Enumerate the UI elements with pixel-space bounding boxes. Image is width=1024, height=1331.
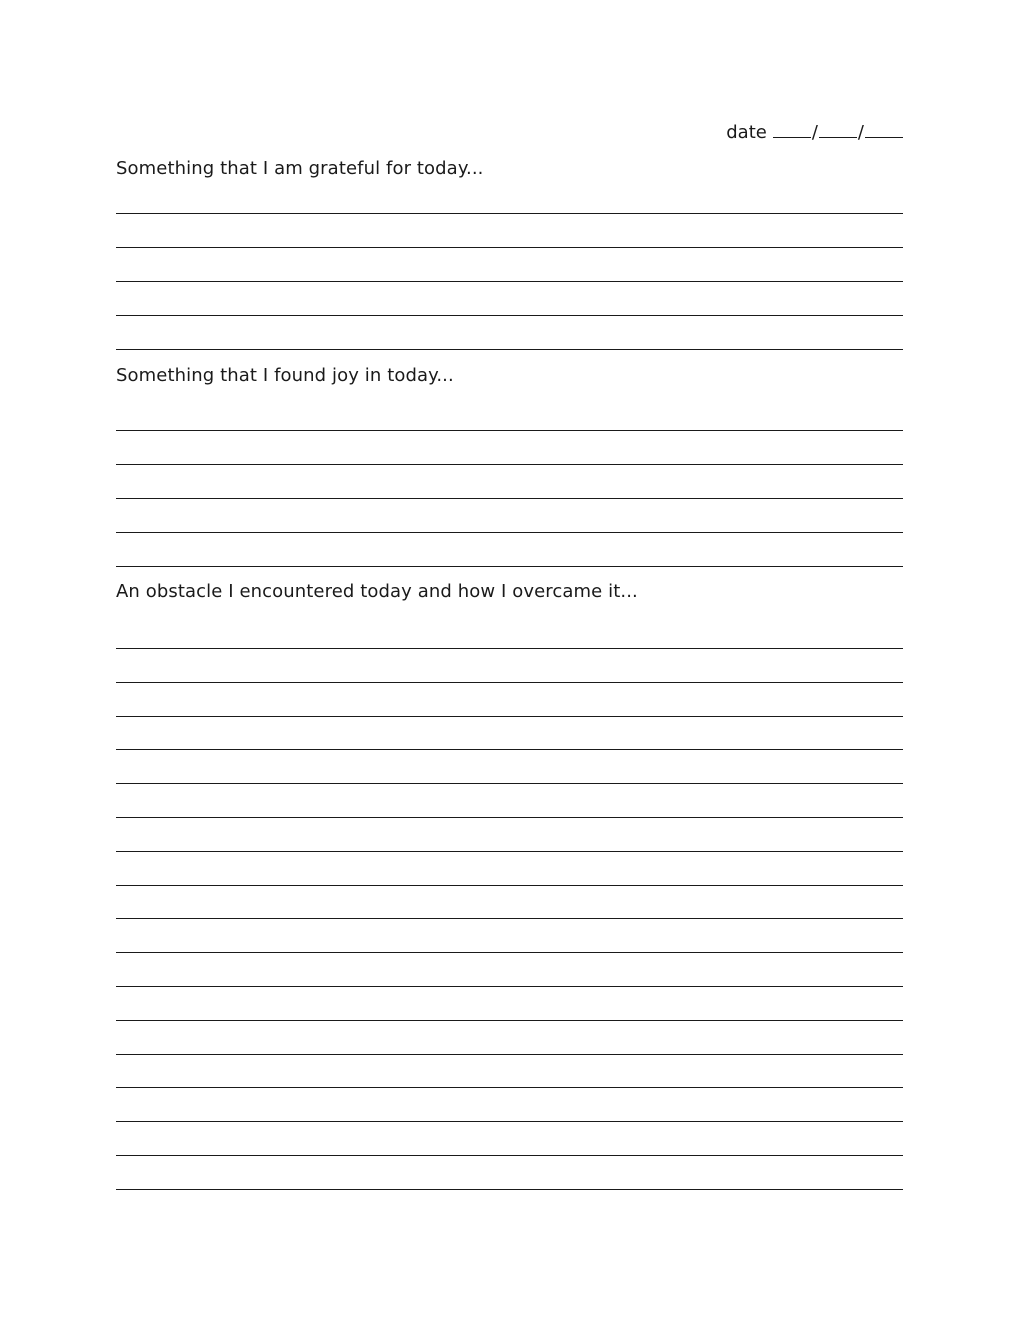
date-label: date <box>726 122 767 143</box>
date-day-blank[interactable] <box>819 119 857 138</box>
writing-line[interactable] <box>116 1020 903 1021</box>
writing-line[interactable] <box>116 532 903 533</box>
writing-line[interactable] <box>116 648 903 649</box>
writing-line[interactable] <box>116 315 903 316</box>
writing-line[interactable] <box>116 430 903 431</box>
date-separator: / <box>811 122 818 143</box>
writing-line[interactable] <box>116 1121 903 1122</box>
writing-line[interactable] <box>116 952 903 953</box>
writing-line[interactable] <box>116 1054 903 1055</box>
writing-line[interactable] <box>116 885 903 886</box>
writing-line[interactable] <box>116 783 903 784</box>
date-month-blank[interactable] <box>773 119 811 138</box>
obstacle-prompt: An obstacle I encountered today and how I overcame it... <box>116 581 638 602</box>
grateful-prompt: Something that I am grateful for today... <box>116 158 484 179</box>
writing-line[interactable] <box>116 1087 903 1088</box>
writing-line[interactable] <box>116 349 903 350</box>
writing-line[interactable] <box>116 817 903 818</box>
writing-line[interactable] <box>116 247 903 248</box>
writing-line[interactable] <box>116 716 903 717</box>
writing-line[interactable] <box>116 464 903 465</box>
writing-line[interactable] <box>116 213 903 214</box>
writing-line[interactable] <box>116 1189 903 1190</box>
date-year-blank[interactable] <box>865 119 903 138</box>
date-separator: / <box>857 122 864 143</box>
writing-line[interactable] <box>116 498 903 499</box>
writing-line[interactable] <box>116 851 903 852</box>
writing-line[interactable] <box>116 986 903 987</box>
joy-prompt: Something that I found joy in today... <box>116 365 454 386</box>
writing-line[interactable] <box>116 918 903 919</box>
writing-line[interactable] <box>116 749 903 750</box>
writing-line[interactable] <box>116 1155 903 1156</box>
date-field <box>726 119 903 146</box>
writing-line[interactable] <box>116 682 903 683</box>
writing-line[interactable] <box>116 566 903 567</box>
writing-line[interactable] <box>116 281 903 282</box>
